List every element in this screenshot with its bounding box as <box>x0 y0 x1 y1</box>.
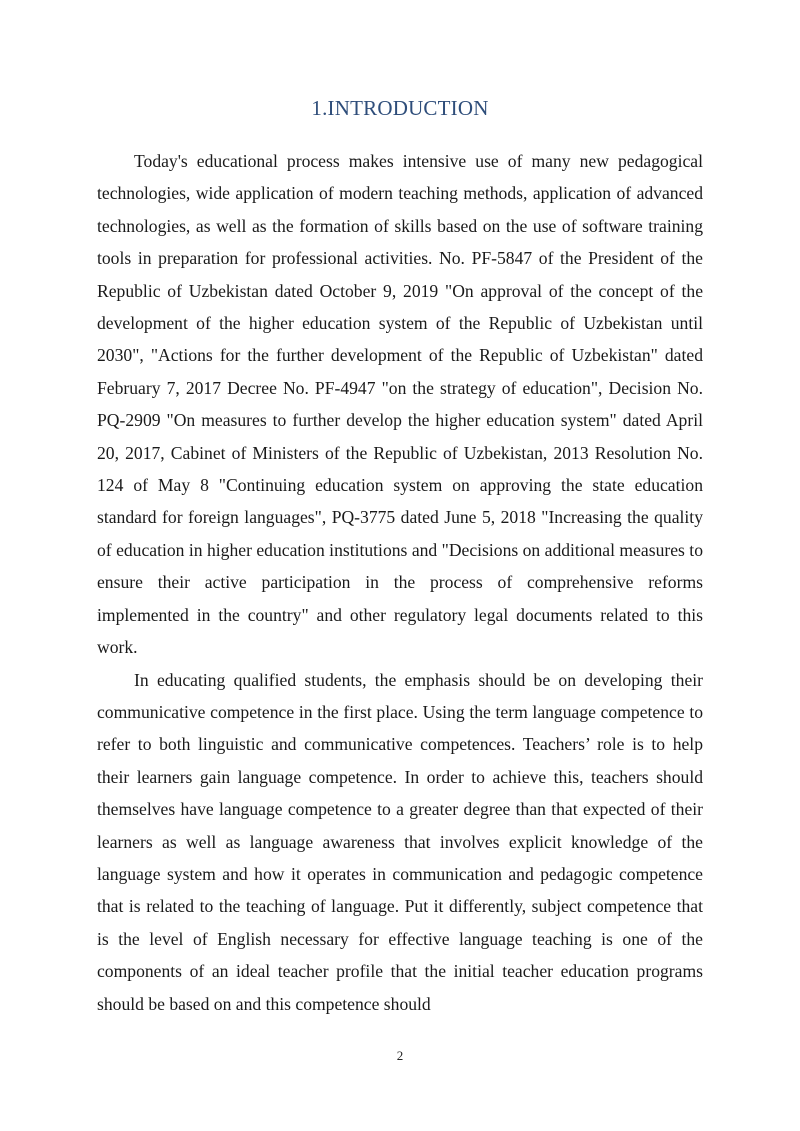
section-heading: 1.INTRODUCTION <box>311 96 489 120</box>
paragraph-2: In educating qualified students, the emphasis should be on developing their communicative competence in the first place. Using the term language competence to refer to both linguistic and communicative competences. Teachers’ role is to help their learners gain language competence. In order to achieve this, teachers should themselves have language competence to a greater degree than that expected of their learners as well as language awareness that involves explicit knowledge of the language system and how it operates in communication and pedagogic competence that is related to the teaching of language. Put it differently, subject competence that is the level of English necessary for effective language teaching is one of the components of an ideal teacher profile that the initial teacher education programs should be based on and this competence should <box>97 669 703 1014</box>
page-number: 2 <box>396 1048 404 1063</box>
paragraph-1: Today's educational process makes intensive use of many new pedagogical technologies, wide application of modern teaching methods, application of advanced technologies, as well as the formation of skills based on the use of software training tools in preparation for professional activities. No. PF-5847 of the President of the Republic of Uzbekistan dated October 9, 2019 "On approval of the concept of the development of the higher education system of the Republic of Uzbekistan until 2030", "Actions for the further development of the Republic of Uzbekistan" dated February 7, 2017 Decree No. PF-4947 "on the strategy of education", Decision No. PQ-2909 "On measures to further develop the higher education system" dated April 20, 2017, Cabinet of Ministers of the Republic of Uzbekistan, 2013 Resolution No. 124 of May 8 "Continuing education system on approving the state education standard for foreign languages", PQ-3775 dated June 5, 2018 "Increasing the quality of education in higher education institutions and "Decisions on additional measures to ensure their active participation in the process of comprehensive reforms implemented in the country" and other regulatory legal documents related to this work. <box>97 151 703 658</box>
body-text <box>97 145 703 1020</box>
